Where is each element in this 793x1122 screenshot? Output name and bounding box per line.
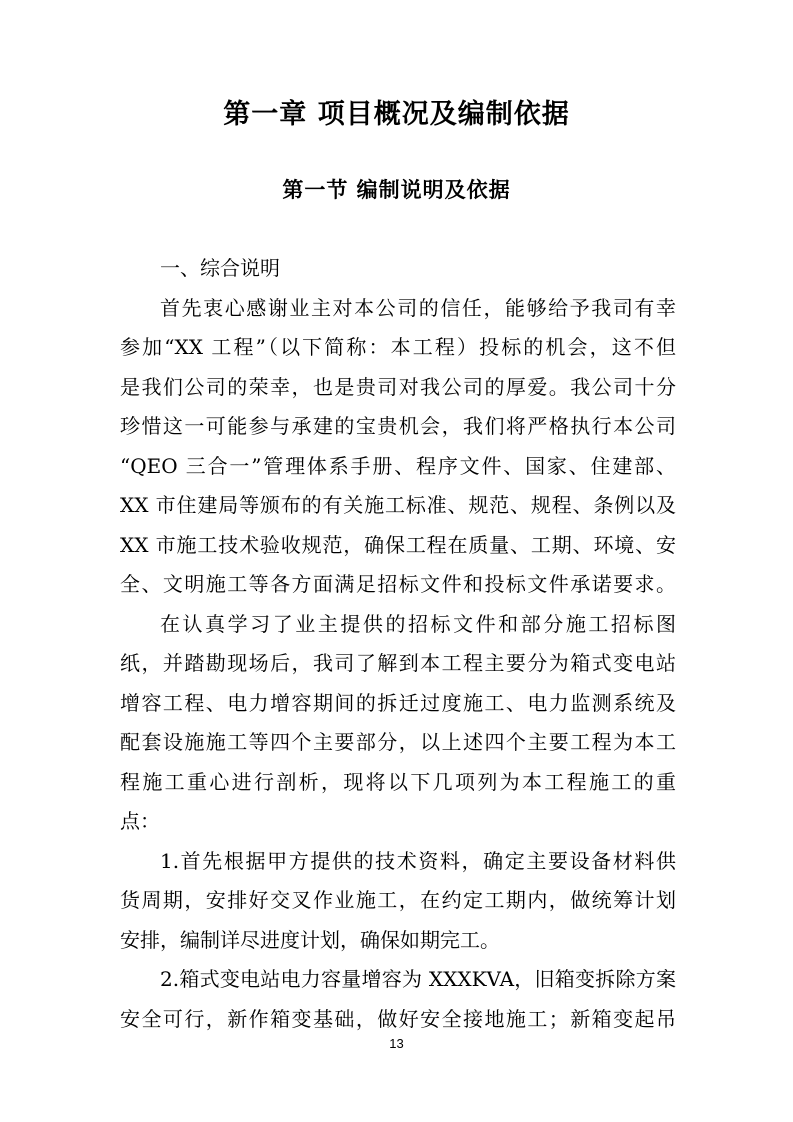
paragraph-2 xyxy=(120,605,676,842)
paragraph-line: 安排，编制详尽进度计划，确保如期完工。 xyxy=(120,927,500,952)
chapter-title: 第一章 项目概况及编制依据 xyxy=(223,99,570,130)
paragraph-line: 全、文明施工等各方面满足招标文件和投标文件承诺要求。 xyxy=(120,572,676,596)
paragraph-line: XX 市住建局等颁布的有关施工标准、规范、规程、条例以及 xyxy=(120,493,676,517)
paragraph-line: 在认真学习了业主提供的招标文件和部分施工招标图 xyxy=(160,611,676,636)
section-title: 第一节 编制说明及依据 xyxy=(282,178,511,202)
paragraph-line: 纸，并踏勘现场后，我司了解到本工程主要分为箱式变电站 xyxy=(120,651,676,675)
paragraph-line: 增容工程、电力增容期间的拆迁过度施工、电力监测系统及 xyxy=(120,690,676,715)
paragraph-line: XX 市施工技术验收规范，确保工程在质量、工期、环境、安 xyxy=(120,532,676,557)
paragraph-line: “QEO 三合一”管理体系手册、程序文件、国家、住建部、 xyxy=(120,453,676,478)
paragraph-line: 配套设施施工等四个主要部分，以上述四个主要工程为本工 xyxy=(120,730,676,754)
paragraph-line: 首先衷心感谢业主对本公司的信任，能够给予我司有幸 xyxy=(160,295,676,320)
paragraph-line: 1.首先根据甲方提供的技术资料，确定主要设备材料供 xyxy=(160,848,676,873)
paragraph-line: 珍惜这一可能参与承建的宝贵机会，我们将严格执行本公司 xyxy=(120,414,676,438)
paragraph-line: 安全可行，新作箱变基础，做好安全接地施工；新箱变起吊 xyxy=(120,1006,676,1031)
paragraph-line: 是我们公司的荣幸，也是贵司对我公司的厚爱。我公司十分 xyxy=(120,374,676,399)
paragraph-1 xyxy=(120,289,676,605)
list-item-2 xyxy=(120,960,676,1039)
heading-comprehensive-description: 一、综合说明 xyxy=(160,256,280,280)
paragraph-line: 2.箱式变电站电力容量增容为 XXXKVA，旧箱变拆除方案 xyxy=(160,967,676,991)
list-item-1 xyxy=(120,842,676,961)
paragraph-line: 参加“XX 工程”（以下简称：本工程）投标的机会，这不但 xyxy=(120,335,676,359)
body-text xyxy=(120,249,676,1039)
paragraph-line: 程施工重心进行剖析，现将以下几项列为本工程施工的重 xyxy=(120,769,676,794)
page-number: 13 xyxy=(389,1036,404,1051)
paragraph-line: 点： xyxy=(120,809,160,833)
paragraph-line: 货周期，安排好交叉作业施工，在约定工期内，做统筹计划 xyxy=(120,888,676,912)
